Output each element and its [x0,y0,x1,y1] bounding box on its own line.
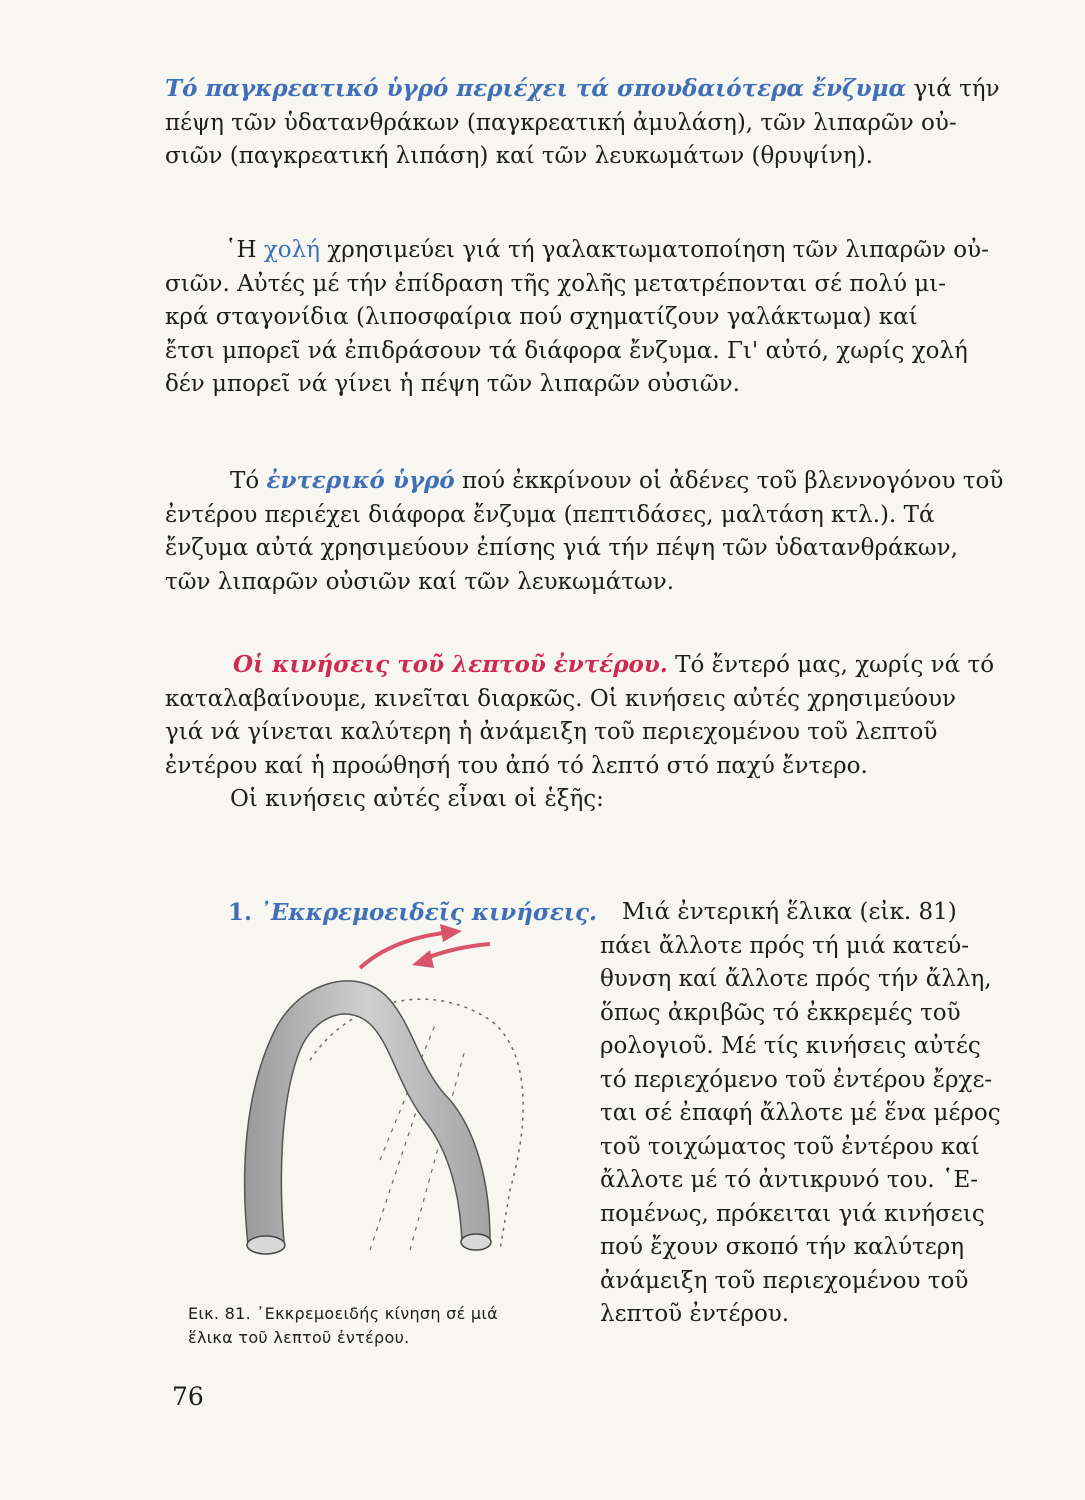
p1-line-2: πέψη τῶν ὑδατανθράκων (παγκρεατική ἀμυλάση), τῶν λιπαρῶν οὐ- [165,109,957,136]
intestine-tube [245,981,490,1245]
p4-line-1: Τό ἔντερό μας, χωρίς νά τό [667,652,995,678]
highlight-pancreatic-juice: Τό παγκρεατικό ὑγρό περιέχει τά σπουδαιότερα ἔνζυμα [165,75,907,102]
paragraph-intestinal-juice [165,464,1025,599]
p2-line-2: σιῶν. Αὐτές μέ τήν ἐπίδραση τῆς χολῆς μετατρέπονται σέ πολύ μι- [165,270,946,297]
tube-right-opening [461,1234,491,1250]
item1-line-11: πού ἔχουν σκοπό τήν καλύτερη [600,1234,965,1260]
p2-line-5: δέν μπορεῖ νά γίνει ἡ πέψη τῶν λιπαρῶν οὐσιῶν. [165,371,740,397]
item1-line-3: θυνση καί ἄλλοτε πρός τήν ἄλλη, [600,966,992,992]
paragraph-pancreatic-juice [165,72,1025,174]
item1-line-13: λεπτοῦ ἐντέρου. [600,1301,790,1327]
figure-caption [188,1302,580,1350]
item1-line-4: ὅπως ἀκριβῶς τό ἐκκρεμές τοῦ [600,999,961,1026]
item-1-text [600,896,1025,1332]
page-number: 76 [172,1382,204,1411]
p2-prefix: ῾Η [225,237,264,263]
p4-line-2: καταλαβαίνουμε, κινεῖται διαρκῶς. Οἱ κινήσεις αὐτές χρησιμεύουν [165,685,956,712]
item1-line-5: ρολογιοῦ. Μέ τίς κινήσεις αὐτές [600,1033,981,1059]
item-1-title: ᾿Εκκρεμοειδεῖς κινήσεις. [259,899,597,926]
item1-line-6: τό περιεχόμενο τοῦ ἐντέρου ἔρχε- [600,1066,993,1093]
p3-prefix: Τό [230,468,267,494]
p2-line-3: κρά σταγονίδια (λιποσφαίρια πού σχηματίζουν γαλάκτωμα) καί [165,304,918,330]
highlight-bile: χολή [263,237,321,263]
motion-arrow-right-head-icon [440,924,462,942]
item1-line-7: ται σέ ἐπαφή ἄλλοτε μέ ἕνα μέρος [600,1100,1001,1126]
item1-line-9: ἄλλοτε μέ τό ἀντικρυνό του. ῾Ε- [600,1167,979,1193]
motion-arrow-left-head-icon [412,950,434,968]
p3-line-3: ἔνζυμα αὐτά χρησιμεύουν ἐπίσης γιά τήν πέψη τῶν ὑδατανθράκων, [165,535,958,561]
p3-line-2: ἐντέρου περιέχει διάφορα ἔνζυμα (πεπτιδάσες, μαλτάση κτλ.). Τά [165,501,935,528]
p4-last-line: Οἱ κινήσεις αὐτές εἶναι οἱ ἑξῆς: [230,786,604,812]
item1-line-8: τοῦ τοιχώματος τοῦ ἐντέρου καί [600,1133,980,1160]
p1-line-1: γιά τήν [906,76,1000,102]
p3-line-1: πού ἐκκρίνουν οἱ ἀδένες τοῦ βλεννογόνου τοῦ [454,468,1004,494]
p3-line-4: τῶν λιπαρῶν οὐσιῶν καί τῶν λευκωμάτων. [165,568,675,595]
alternate-loop-outline [310,999,523,1250]
tube-left-opening [247,1236,285,1254]
paragraph-small-intestine-movements [165,648,1025,817]
highlight-intestinal-juice: ἐντερικό ὑγρό [266,467,455,494]
p2-line-1: χρησιμεύει γιά τή γαλακτωματοποίηση τῶν λιπαρῶν οὐ- [320,237,989,263]
item1-line-2: πάει ἄλλοτε πρός τή μιά κατεύ- [600,932,969,959]
p1-line-3: σιῶν (παγκρεατική λιπάση) καί τῶν λευκωμάτων (θρυψίνη). [165,143,873,169]
motion-arrow-left-icon [422,944,490,960]
p4-line-3: γιά νά γίνεται καλύτερη ἡ ἀνάμειξη τοῦ περιεχομένου τοῦ λεπτοῦ [165,719,938,745]
caption-line-1: Εικ. 81. ᾿Εκκρεμοειδής κίνηση σέ μιά [188,1304,498,1323]
caption-line-2: ἕλικα τοῦ λεπτοῦ ἐντέρου. [188,1328,410,1347]
p4-line-4: ἐντέρου καί ἡ προώθησή του ἀπό τό λεπτό στό παχύ ἔντερο. [165,752,868,779]
item1-line-10: πομένως, πρόκειται γιά κινήσεις [600,1200,985,1227]
item-1-number: 1. [228,899,253,926]
item1-line-1: Μιά ἐντερική ἕλικα (εἰκ. 81) [622,899,957,925]
item1-line-12: ἀνάμειξη τοῦ περιεχομένου τοῦ [600,1267,969,1294]
p2-line-4: ἔτσι μπορεῖ νά ἐπιδράσουν τά διάφορα ἔνζυμα. Γι' αὐτό, χωρίς χολή [165,337,968,364]
intestine-loop-figure [200,920,600,1300]
paragraph-bile [165,234,1025,402]
motion-arrow-right-icon [360,932,452,968]
heading-small-intestine-movements: Οἱ κινήσεις τοῦ λεπτοῦ ἐντέρου. [233,651,668,678]
